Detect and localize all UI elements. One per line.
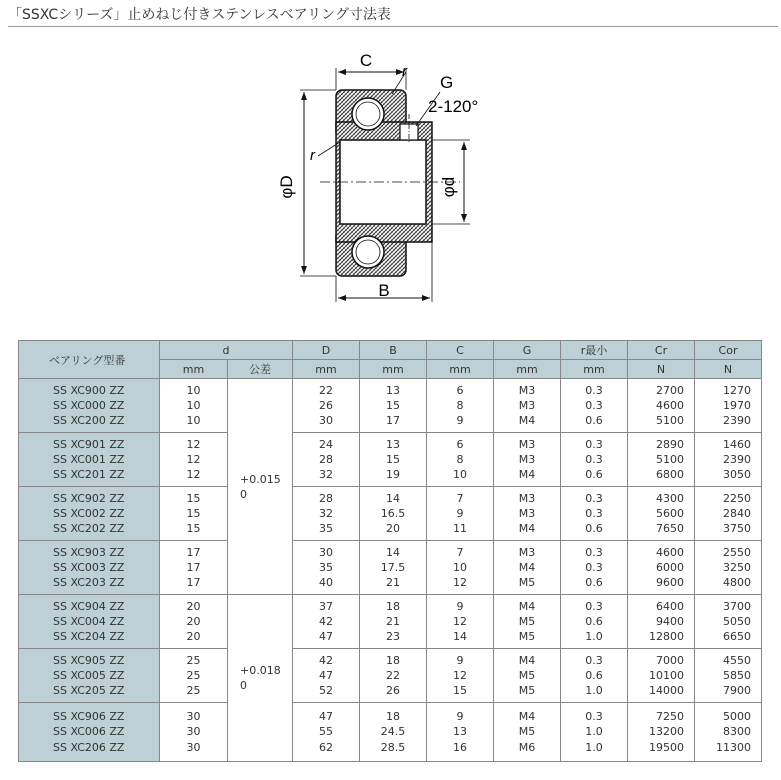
table-row-group (19, 595, 762, 649)
cell-B (360, 379, 427, 433)
value-B: 17 (386, 414, 401, 428)
value-Cr: 7250 (656, 710, 685, 724)
unit-C: mm (427, 360, 494, 379)
value-r: 1.0 (585, 740, 603, 754)
value-Cor: 5000 (723, 710, 752, 724)
value-G: M3 (518, 506, 536, 520)
value-d: 12 (186, 437, 201, 451)
cell-r (561, 379, 628, 433)
cell-B (360, 703, 427, 762)
value-Cor: 4550 (723, 653, 752, 667)
value-r: 0.3 (585, 437, 603, 451)
value-Cr: 4300 (656, 491, 685, 505)
ball-top (352, 98, 384, 130)
value-r: 0.3 (585, 491, 603, 505)
table-row-group (19, 379, 762, 433)
value-D: 24 (319, 437, 334, 451)
cell-d (160, 487, 228, 541)
value-D: 62 (319, 740, 334, 754)
value-Cr: 10100 (649, 668, 685, 682)
value-r: 1.0 (585, 684, 603, 698)
tolerance-lower: 0 (240, 679, 247, 692)
value-D: 28 (319, 491, 334, 505)
value-Cr: 12800 (649, 630, 685, 644)
model-cell (19, 379, 160, 433)
value-D: 28 (319, 452, 334, 466)
cell-Cr (628, 595, 695, 649)
cell-B (360, 595, 427, 649)
cell-C (427, 595, 494, 649)
model-number: SS XC201 ZZ (53, 468, 125, 482)
header-model: ベアリング型番 (19, 341, 160, 379)
value-d: 25 (186, 668, 201, 682)
cell-C (427, 433, 494, 487)
value-Cr: 6000 (656, 560, 685, 574)
cell-G (494, 595, 561, 649)
label-r-left: r (310, 147, 315, 164)
value-B: 17.5 (380, 560, 406, 574)
model-number: SS XC901 ZZ (53, 437, 125, 451)
model-number: SS XC205 ZZ (53, 684, 125, 698)
cell-G (494, 379, 561, 433)
header-d: d (160, 341, 293, 360)
value-G: M5 (518, 630, 536, 644)
value-G: M4 (518, 599, 536, 613)
cell-Cor (695, 379, 762, 433)
value-B: 18 (386, 653, 401, 667)
unit-Cr: N (628, 360, 695, 379)
model-cell (19, 541, 160, 595)
value-D: 42 (319, 614, 334, 628)
table-row-group (19, 703, 762, 762)
value-D: 30 (319, 414, 334, 428)
cell-r (561, 541, 628, 595)
value-D: 37 (319, 599, 334, 613)
cell-D (293, 595, 360, 649)
value-d: 15 (186, 491, 201, 505)
model-cell (19, 433, 160, 487)
table-row-group (19, 487, 762, 541)
cell-Cr (628, 433, 695, 487)
value-Cor: 5050 (723, 614, 752, 628)
value-d: 20 (186, 614, 201, 628)
label-r-top: r (402, 63, 407, 80)
value-D: 30 (319, 545, 334, 559)
value-G: M4 (518, 414, 536, 428)
value-Cr: 6800 (656, 468, 685, 482)
cell-D (293, 433, 360, 487)
header-D: D (293, 341, 360, 360)
unit-G: mm (494, 360, 561, 379)
value-Cr: 5600 (656, 506, 685, 520)
cell-Cor (695, 595, 762, 649)
header-r: r最小 (561, 341, 628, 360)
page-title: 「SSXCシリーズ」止めねじ付きステンレスベアリング寸法表 (8, 7, 391, 23)
value-D: 55 (319, 725, 334, 739)
value-r: 0.3 (585, 452, 603, 466)
cell-C (427, 541, 494, 595)
cell-Cr (628, 487, 695, 541)
value-Cor: 1970 (723, 398, 752, 412)
tolerance-cell (228, 379, 293, 595)
cell-G (494, 433, 561, 487)
model-cell (19, 649, 160, 703)
unit-B: mm (360, 360, 427, 379)
label-D: φD (277, 175, 296, 199)
value-C: 7 (456, 491, 464, 505)
value-Cr: 5100 (656, 414, 685, 428)
value-Cr: 13200 (649, 725, 685, 739)
value-G: M3 (518, 491, 536, 505)
value-D: 40 (319, 576, 334, 590)
value-d: 20 (186, 630, 201, 644)
value-D: 22 (319, 383, 334, 397)
model-number: SS XC004 ZZ (53, 614, 125, 628)
value-G: M4 (518, 710, 536, 724)
cell-C (427, 487, 494, 541)
label-B: B (378, 281, 390, 300)
value-C: 16 (453, 740, 468, 754)
value-r: 0.3 (585, 560, 603, 574)
cell-Cr (628, 649, 695, 703)
value-D: 52 (319, 684, 334, 698)
value-d: 25 (186, 653, 201, 667)
cell-Cor (695, 541, 762, 595)
table-row-group (19, 649, 762, 703)
cell-Cor (695, 433, 762, 487)
value-Cr: 19500 (649, 740, 685, 754)
value-C: 12 (453, 576, 468, 590)
value-d: 17 (186, 545, 201, 559)
value-d: 15 (186, 522, 201, 536)
model-number: SS XC001 ZZ (53, 452, 125, 466)
value-C: 11 (453, 522, 468, 536)
label-G: G (440, 73, 454, 92)
value-G: M4 (518, 560, 536, 574)
unit-D: mm (293, 360, 360, 379)
value-B: 28.5 (380, 740, 406, 754)
value-r: 0.3 (585, 653, 603, 667)
value-G: M5 (518, 614, 536, 628)
value-Cor: 1460 (723, 437, 752, 451)
value-d: 10 (186, 383, 201, 397)
value-D: 32 (319, 468, 334, 482)
tolerance-cell (228, 595, 293, 762)
bearing-diagram (260, 44, 520, 314)
ball-bottom (352, 236, 384, 268)
cell-B (360, 541, 427, 595)
value-B: 23 (386, 630, 401, 644)
value-C: 8 (456, 452, 464, 466)
tolerance-upper: +0.018 (240, 664, 281, 677)
value-Cor: 2550 (723, 545, 752, 559)
cell-d (160, 541, 228, 595)
value-d: 12 (186, 452, 201, 466)
value-r: 0.3 (585, 599, 603, 613)
value-Cr: 6400 (656, 599, 685, 613)
value-D: 35 (319, 560, 334, 574)
value-r: 0.6 (585, 468, 603, 482)
model-number: SS XC000 ZZ (53, 398, 125, 412)
cell-B (360, 433, 427, 487)
title-divider (8, 26, 778, 27)
value-Cr: 2700 (656, 383, 685, 397)
cell-G (494, 541, 561, 595)
value-Cr: 4600 (656, 545, 685, 559)
value-Cor: 6650 (723, 630, 752, 644)
value-Cor: 5850 (723, 668, 752, 682)
unit-d: mm (160, 360, 228, 379)
value-C: 9 (456, 506, 464, 520)
cell-D (293, 487, 360, 541)
table-row-group (19, 541, 762, 595)
value-Cor: 3050 (723, 468, 752, 482)
model-number: SS XC906 ZZ (53, 710, 125, 724)
model-cell (19, 703, 160, 762)
value-D: 32 (319, 506, 334, 520)
cell-Cr (628, 379, 695, 433)
value-G: M4 (518, 468, 536, 482)
value-Cr: 5100 (656, 452, 685, 466)
cell-G (494, 703, 561, 762)
model-number: SS XC902 ZZ (53, 491, 125, 505)
value-G: M4 (518, 522, 536, 536)
value-C: 12 (453, 668, 468, 682)
cell-r (561, 649, 628, 703)
cell-D (293, 379, 360, 433)
value-Cor: 2390 (723, 414, 752, 428)
value-B: 18 (386, 710, 401, 724)
cell-D (293, 649, 360, 703)
value-C: 7 (456, 545, 464, 559)
value-B: 14 (386, 491, 401, 505)
value-G: M3 (518, 452, 536, 466)
cell-C (427, 379, 494, 433)
value-Cr: 4600 (656, 398, 685, 412)
label-C: C (359, 51, 373, 70)
value-C: 10 (453, 468, 468, 482)
value-Cor: 2390 (723, 452, 752, 466)
value-B: 20 (386, 522, 401, 536)
value-C: 10 (453, 560, 468, 574)
unit-tolerance: 公差 (228, 360, 293, 379)
model-number: SS XC202 ZZ (53, 522, 125, 536)
unit-Cor: N (695, 360, 762, 379)
value-G: M4 (518, 653, 536, 667)
model-cell (19, 487, 160, 541)
value-B: 13 (386, 437, 401, 451)
value-B: 13 (386, 383, 401, 397)
value-r: 0.3 (585, 506, 603, 520)
cell-d (160, 703, 228, 762)
value-D: 35 (319, 522, 334, 536)
cell-Cor (695, 703, 762, 762)
cell-Cr (628, 703, 695, 762)
value-G: M3 (518, 545, 536, 559)
cell-C (427, 649, 494, 703)
value-D: 42 (319, 653, 334, 667)
value-Cor: 2250 (723, 491, 752, 505)
model-number: SS XC005 ZZ (53, 668, 125, 682)
cell-r (561, 703, 628, 762)
value-G: M5 (518, 668, 536, 682)
value-d: 10 (186, 398, 201, 412)
value-r: 0.6 (585, 522, 603, 536)
value-G: M5 (518, 684, 536, 698)
value-Cor: 4800 (723, 576, 752, 590)
cell-G (494, 649, 561, 703)
model-number: SS XC206 ZZ (53, 740, 125, 754)
value-r: 0.6 (585, 614, 603, 628)
model-cell (19, 595, 160, 649)
value-Cr: 9600 (656, 576, 685, 590)
cell-C (427, 703, 494, 762)
value-G: M5 (518, 725, 536, 739)
cell-Cor (695, 487, 762, 541)
value-d: 17 (186, 560, 201, 574)
cell-r (561, 595, 628, 649)
tolerance-lower: 0 (240, 487, 247, 501)
cell-d (160, 595, 228, 649)
value-D: 26 (319, 398, 334, 412)
value-r: 0.6 (585, 668, 603, 682)
value-d: 25 (186, 684, 201, 698)
value-Cor: 3700 (723, 599, 752, 613)
cell-d (160, 433, 228, 487)
value-Cor: 11300 (716, 740, 752, 754)
value-B: 14 (386, 545, 401, 559)
value-d: 30 (186, 710, 201, 724)
value-B: 26 (386, 684, 401, 698)
value-r: 0.3 (585, 710, 603, 724)
value-C: 9 (456, 599, 464, 613)
cell-d (160, 379, 228, 433)
model-number: SS XC003 ZZ (53, 560, 125, 574)
value-C: 15 (453, 684, 468, 698)
header-C: C (427, 341, 494, 360)
value-Cor: 8300 (723, 725, 752, 739)
value-B: 21 (386, 614, 401, 628)
value-d: 12 (186, 468, 201, 482)
value-Cor: 2840 (723, 506, 752, 520)
value-C: 6 (456, 383, 464, 397)
value-G: M6 (518, 740, 536, 754)
label-angle: 2-120° (428, 97, 479, 116)
value-C: 9 (456, 414, 464, 428)
header-Cor: Cor (695, 341, 762, 360)
model-number: SS XC203 ZZ (53, 576, 125, 590)
value-C: 14 (453, 630, 468, 644)
value-D: 47 (319, 630, 334, 644)
value-B: 18 (386, 599, 401, 613)
value-r: 0.3 (585, 383, 603, 397)
header-G: G (494, 341, 561, 360)
value-G: M3 (518, 437, 536, 451)
value-d: 17 (186, 576, 201, 590)
value-G: M3 (518, 383, 536, 397)
value-D: 47 (319, 668, 334, 682)
dimension-table (18, 340, 762, 762)
cell-d (160, 649, 228, 703)
cell-G (494, 487, 561, 541)
value-Cor: 1270 (723, 383, 752, 397)
value-C: 12 (453, 614, 468, 628)
value-r: 0.6 (585, 414, 603, 428)
value-d: 30 (186, 725, 201, 739)
model-number: SS XC900 ZZ (53, 383, 125, 397)
value-r: 0.3 (585, 398, 603, 412)
cell-B (360, 487, 427, 541)
value-Cr: 7000 (656, 653, 685, 667)
cell-Cor (695, 649, 762, 703)
model-number: SS XC200 ZZ (53, 414, 125, 428)
value-C: 9 (456, 653, 464, 667)
unit-r: mm (561, 360, 628, 379)
header-Cr: Cr (628, 341, 695, 360)
model-number: SS XC905 ZZ (53, 653, 125, 667)
value-C: 9 (456, 710, 464, 724)
value-C: 8 (456, 398, 464, 412)
value-Cor: 3750 (723, 522, 752, 536)
value-d: 10 (186, 414, 201, 428)
value-C: 13 (453, 725, 468, 739)
cell-Cr (628, 541, 695, 595)
cell-r (561, 487, 628, 541)
model-number: SS XC002 ZZ (53, 506, 125, 520)
value-B: 24.5 (380, 725, 406, 739)
value-Cr: 7650 (656, 522, 685, 536)
value-r: 1.0 (585, 630, 603, 644)
model-number: SS XC006 ZZ (53, 725, 125, 739)
value-B: 15 (386, 452, 401, 466)
value-Cr: 2890 (656, 437, 685, 451)
value-D: 47 (319, 710, 334, 724)
value-B: 16.5 (380, 506, 406, 520)
value-B: 15 (386, 398, 401, 412)
value-Cr: 9400 (656, 614, 685, 628)
value-d: 15 (186, 506, 201, 520)
header-B: B (360, 341, 427, 360)
tolerance-upper: +0.015 (240, 472, 281, 486)
value-r: 1.0 (585, 725, 603, 739)
cell-r (561, 433, 628, 487)
value-d: 20 (186, 599, 201, 613)
model-number: SS XC204 ZZ (53, 630, 125, 644)
value-B: 21 (386, 576, 401, 590)
cell-D (293, 541, 360, 595)
value-G: M5 (518, 576, 536, 590)
value-Cor: 7900 (723, 684, 752, 698)
value-r: 0.3 (585, 545, 603, 559)
model-number: SS XC903 ZZ (53, 545, 125, 559)
value-G: M3 (518, 398, 536, 412)
value-d: 30 (186, 740, 201, 754)
label-d: φd (439, 176, 458, 198)
model-number: SS XC904 ZZ (53, 599, 125, 613)
value-B: 22 (386, 668, 401, 682)
table-row-group (19, 433, 762, 487)
value-r: 0.6 (585, 576, 603, 590)
value-Cr: 14000 (649, 684, 685, 698)
value-B: 19 (386, 468, 401, 482)
cell-D (293, 703, 360, 762)
value-Cor: 3250 (723, 560, 752, 574)
value-C: 6 (456, 437, 464, 451)
cell-B (360, 649, 427, 703)
